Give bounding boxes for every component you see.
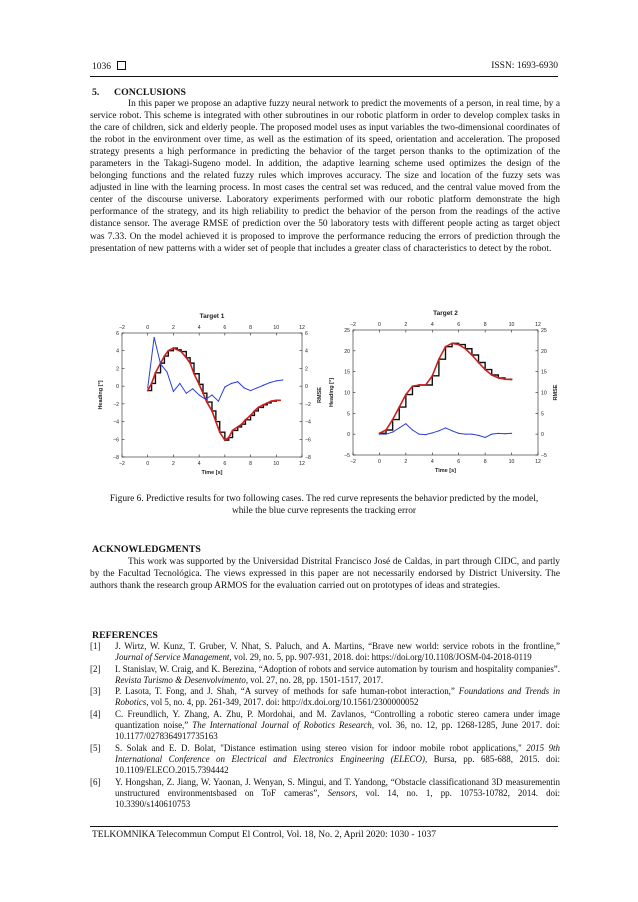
chart1-x-tick-label: −2 — [119, 461, 125, 467]
chart1-behavior-point — [224, 439, 226, 441]
chart2-y-tick-label: 15 — [344, 369, 350, 376]
reference-item: [6] Y. Hongshan, Z. Jiang, W. Yaonan, J. Wenyan, S. Mingui, and T. Yandong, “Obstacle classificationand 3D measurementin unstructured environmentsbased on ToF cameras”, Sensors, vol. 14, no. 1, pp. 10753-10782, 2014. doi: 10.3390/s140610753 — [90, 776, 560, 810]
chart1-error-point — [237, 381, 238, 382]
figure-caption: Figure 6. Predictive results for two following cases. The red curve represents the behavior predicted by the model, while the blue curve represents the tracking error — [109, 494, 539, 516]
chart1-error-point — [224, 386, 225, 387]
header-issn: ISSN: 1693-6930 — [491, 61, 558, 71]
chart1-x-tick-label: 4 — [197, 461, 201, 467]
chart2-error-point — [399, 427, 400, 428]
chart1-title: Target 1 — [199, 313, 225, 320]
chart1-y-tick-label: 0 — [116, 384, 119, 391]
chart1-error-point — [179, 383, 180, 384]
chart1-error-point — [250, 390, 251, 391]
chart2-y2-tick-label: 5 — [541, 411, 544, 418]
chart2-x-tick-label-top: 4 — [430, 322, 434, 328]
chart2-behavior-point — [438, 358, 440, 360]
chart2-error-point — [498, 433, 499, 434]
chart1-behavior-point — [257, 407, 259, 409]
figure-6-charts — [90, 305, 560, 490]
chart2-x-tick-label: 6 — [457, 459, 461, 465]
chart1-x-axis-label: Time [s] — [201, 470, 223, 476]
chart1-behavior-point — [232, 430, 234, 432]
chart2-error-point — [432, 432, 433, 433]
chart2-x-tick-label: 2 — [404, 459, 408, 465]
chart2-error-point — [485, 437, 486, 438]
chart1-error-point — [154, 337, 155, 338]
chart1-x-tick-label: 6 — [223, 461, 227, 467]
footer-journal: TELKOMNIKA Telecommun Comput El Control, Vol. 18, No. 2, April 2020: 1030 - 1037 — [92, 830, 436, 840]
chart2-error-point — [405, 423, 406, 424]
chart1-behavior-point — [211, 410, 213, 412]
chart2-x-tick-label: 4 — [430, 459, 434, 465]
chart2-error-point — [504, 433, 505, 434]
chart2-x-tick-label: 10 — [508, 459, 515, 465]
chart1-behavior-point — [202, 392, 204, 394]
chart1-x-tick-label: 10 — [273, 461, 280, 467]
chart1-error-point — [192, 388, 193, 389]
chart2-error-point — [465, 434, 466, 435]
chart2-behavior-point — [398, 406, 400, 408]
chart1-behavior-line — [148, 348, 280, 440]
chart2-x-tick-label: 12 — [535, 459, 541, 465]
chart2-behavior-point — [418, 384, 420, 386]
chart1-error-line — [148, 337, 283, 401]
chart2-x-tick-label-top: 6 — [457, 322, 461, 328]
footer-divider — [90, 826, 558, 827]
chart1-behavior-point — [180, 351, 182, 353]
chart2-behavior-point — [392, 419, 394, 421]
chart1-x-tick-label-top: 12 — [299, 325, 305, 331]
chart2-behavior-point — [497, 377, 499, 379]
chart2-y-axis-label: Heading [°] — [329, 377, 335, 408]
chart1-error-point — [269, 382, 270, 383]
chart2-x-tick-label-top: 12 — [535, 322, 541, 328]
chart1-behavior-point — [263, 404, 265, 406]
chart1-error-point — [147, 387, 148, 388]
reference-item: [4] C. Freundlich, Y. Zhang, A. Zhu, P. Mordohai, and M. Zavlanos, “Controlling a robotic stereo camera under image quantization noise,” The International Journal of Robotics Research, vol. 36, no. 12, pp. 1268-1285, June 2017. doi: 10.1177/0278364917735163 — [90, 708, 560, 742]
chart1-x-tick-label-top: 4 — [197, 325, 201, 331]
reference-item: [2] I. Stanislav, W. Craig, and K. Berezina, “Adoption of robots and service automation by tourism and hospitality companies”. Revista Turismo & Desenvolvimento, vol. 27, no. 28, pp. 1501-1517, 2017. — [90, 663, 560, 685]
chart1-behavior-point — [241, 423, 243, 425]
chart2-behavior-point — [405, 394, 407, 396]
chart1-behavior-point — [215, 421, 217, 423]
chart2-actual-line — [379, 343, 511, 433]
chart2-error-point — [392, 431, 393, 432]
chart2-x-axis-label: Time [s] — [435, 468, 456, 474]
chart2-error-point — [425, 434, 426, 435]
chart2-error-point — [379, 434, 380, 435]
chart1-error-point — [166, 371, 167, 372]
chart2-error-point — [438, 430, 439, 431]
reference-item: [3] P. Lasota, T. Fong, and J. Shah, “A survey of methods for safe human-robot interaction,” Foundations and Trends in Robotics, vol 5, no. 4, pp. 261-349, 2017. doi: http://dx.doi.org/10.1561/2300000052 — [90, 686, 560, 708]
reference-list — [90, 641, 560, 810]
chart2-error-point — [478, 435, 479, 436]
section-title-references: REFERENCES — [92, 630, 158, 641]
chart2-behavior-point — [451, 342, 453, 344]
chart1-behavior-point — [176, 349, 178, 351]
chart1-behavior-point — [228, 437, 230, 439]
conclusions-paragraph: In this paper we propose an adaptive fuzzy neural network to predict the movements of a person, in real time, by a service robot. This scheme is integrated with other subroutines in our robotic platform in order to develop complex tasks in the care of children, sick and elderly people. The proposed model uses as input variables the two-dimensional coordinates of the robot in the environment over time, as well as the estimation of its speed, orientation and acceleration. The proposed strategy presents a high performance in predicting the behavior of the target person thanks to the optimization of the parameters in the Takagi-Sugeno model. In addition, the adaptive learning scheme used optimizes the design of the belonging functions and the related fuzzy rules which improves accuracy. The size and location of the fuzzy sets was adjusted in line with the learning process. In most cases the central set was reduced, and the central value moved from the center of the discourse universe. Laboratory experiments performed with our robotic platform demonstrate the high performance of the strategy, and its high reliability to predict the behavior of the person from the readings of the active distance sensor. The average RMSE of prediction over the 50 laboratory tests with different people acting as target object was 7.33. On the model achieved it is proposed to improve the performance reducing the errors of prediction through the presentation of new patterns with a wider set of people that includes a greater class of characteristics to detect by the robot. — [90, 99, 560, 254]
chart2-y2-tick-label: 15 — [541, 369, 547, 376]
chart1-x-tick-label-top: 10 — [273, 325, 280, 331]
chart1-y-tick-label: −4 — [113, 419, 119, 426]
chart2-behavior-point — [504, 378, 506, 380]
chart1-y2-axis-label: RMSE — [317, 387, 323, 403]
chart1-x-tick-label: 8 — [249, 461, 253, 467]
chart1-x-tick-label-top: 8 — [249, 325, 253, 331]
chart2-x-tick-label-top: −2 — [350, 322, 356, 328]
chart1-y-tick-label: −2 — [113, 401, 119, 408]
chart2-error-point — [491, 434, 492, 435]
chart2-behavior-point — [445, 346, 447, 348]
chart2-error-line — [379, 424, 511, 438]
chart2-y2-axis-label: RMSE — [553, 384, 559, 401]
chart2-y-tick-label: 25 — [344, 328, 350, 334]
chart2-behavior-point — [458, 344, 460, 346]
chart2-x-tick-label-top: 10 — [508, 322, 515, 328]
chart2-behavior-point — [478, 362, 480, 364]
chart2-error-point — [445, 427, 446, 428]
chart2-y2-tick-label: 20 — [541, 348, 547, 355]
chart1-behavior-point — [245, 419, 247, 421]
chart1-behavior-point — [266, 402, 268, 404]
chart2-x-tick-label-top: 0 — [377, 322, 381, 328]
chart1-behavior-point — [219, 431, 221, 433]
chart2-error-point — [458, 433, 459, 434]
chart1-behavior-point — [250, 414, 252, 416]
chart2-behavior-point — [425, 384, 427, 386]
chart1-behavior-point — [254, 410, 256, 412]
header-page-number: 1036 — [92, 61, 126, 72]
chart1-y-axis-label: Heading [°] — [98, 380, 104, 410]
chart1-y2-tick-label: 6 — [305, 331, 308, 337]
chart1-y-tick-label: 2 — [116, 366, 119, 373]
chart2-y-tick-label: 10 — [344, 390, 350, 397]
chart2-y2-tick-label: 25 — [541, 328, 547, 334]
chart1-error-point — [160, 363, 161, 364]
chart2-y-tick-label: 0 — [347, 432, 350, 439]
chart1-y2-tick-label: 4 — [305, 348, 308, 355]
chart1-y-tick-label: −8 — [113, 455, 119, 461]
chart2-error-point — [418, 434, 419, 435]
chart1-y-tick-label: −6 — [113, 437, 119, 444]
chart1-behavior-point — [198, 383, 200, 385]
chart1-x-tick-label: 12 — [299, 461, 305, 467]
chart2-x-tick-label: −2 — [350, 459, 356, 465]
chart1-behavior-point — [193, 373, 195, 375]
chart1-behavior-point — [185, 357, 187, 359]
chart1-y2-tick-label: 2 — [305, 366, 308, 373]
chart2-x-tick-label: 0 — [377, 459, 381, 465]
chart2-behavior-point — [471, 354, 473, 356]
chart1-y-tick-label: 4 — [116, 348, 119, 355]
chart2-y-tick-label: 20 — [344, 348, 350, 355]
chart2-behavior-point — [464, 348, 466, 350]
chart1-behavior-point — [237, 426, 239, 428]
chart1-behavior-point — [206, 401, 208, 403]
chart2-error-point — [452, 430, 453, 431]
chart1-x-tick-label-top: 6 — [223, 325, 227, 331]
chart2-behavior-point — [385, 429, 387, 431]
chart2-error-point — [385, 434, 386, 435]
chart1-behavior-point — [167, 350, 169, 352]
chart1-behavior-point — [164, 355, 166, 357]
chart1-error-point — [199, 394, 200, 395]
chart2-y2-tick-label: 0 — [541, 432, 544, 439]
chart1-behavior-point — [147, 390, 149, 392]
chart1-error-point — [205, 399, 206, 400]
chart1-x-tick-label-top: 0 — [146, 325, 150, 331]
chart2-y-tick-label: −5 — [344, 453, 350, 459]
square-icon — [117, 61, 126, 70]
chart1-behavior-point — [270, 400, 272, 402]
chart1-error-point — [256, 387, 257, 388]
chart1-actual-line — [148, 348, 280, 440]
chart1-error-point — [186, 393, 187, 394]
chart1-error-point — [231, 383, 232, 384]
chart1-error-point — [244, 387, 245, 388]
chart2-y-tick-label: 5 — [347, 411, 350, 418]
chart1-y2-tick-label: −4 — [305, 419, 311, 426]
chart1-y2-tick-label: −6 — [305, 437, 311, 444]
chart1-behavior-point — [279, 399, 281, 401]
header-divider — [90, 76, 558, 77]
chart1-behavior-point — [151, 383, 153, 385]
chart1-error-point — [276, 380, 277, 381]
chart1-error-point — [173, 391, 174, 392]
chart2-behavior-point — [412, 385, 414, 387]
chart1-y2-tick-label: −8 — [305, 455, 311, 461]
chart1-error-point — [282, 379, 283, 380]
chart2-behavior-point — [511, 379, 513, 381]
section-title-acknowledgments: ACKNOWLEDGMENTS — [92, 544, 201, 555]
chart2-behavior-point — [431, 375, 433, 377]
figure-6 — [90, 305, 560, 490]
chart2-title: Target 2 — [433, 310, 458, 317]
chart1-error-point — [211, 394, 212, 395]
chart2-y2-tick-label: −5 — [541, 453, 547, 459]
chart1-behavior-point — [189, 362, 191, 364]
chart2-behavior-point — [491, 374, 493, 376]
chart1-error-point — [218, 401, 219, 402]
chart2-error-point — [511, 433, 512, 434]
chart1-behavior-point — [173, 347, 175, 349]
chart1-behavior-point — [275, 399, 277, 401]
chart2-error-point — [471, 434, 472, 435]
chart1-x-tick-label-top: −2 — [119, 325, 125, 331]
chart2-x-tick-label: 8 — [483, 459, 487, 465]
chart1-behavior-point — [155, 372, 157, 374]
chart1-y2-tick-label: 0 — [305, 384, 308, 391]
chart1-error-point — [263, 385, 264, 386]
chart1-y2-tick-label: −2 — [305, 401, 311, 408]
reference-item: [1] J. Wirtz, W. Kunz, T. Gruber, V. Nhat, S. Paluch, and A. Martins, “Brave new world: service robots in the frontline,” Journal of Service Management, vol. 29, no. 5, pp. 907-931, 2018. doi: https://doi.org/10.1108/JOSM-04-2018-0119 — [90, 641, 560, 663]
chart2-x-tick-label-top: 2 — [404, 322, 408, 328]
chart2-error-point — [412, 429, 413, 430]
acknowledgments-paragraph: This work was supported by the Universidad Distrital Francisco José de Caldas, in part through CIDC, and partly by the Facultad Tecnológica. The views expressed in this paper are not necessarily endorsed by District University. The authors thank the research group ARMOS for the evaluation carried out on prototypes of ideas and strategies. — [90, 557, 560, 592]
chart2-x-tick-label-top: 8 — [483, 322, 487, 328]
chart2-behavior-point — [484, 369, 486, 371]
chart1-y-tick-label: 6 — [116, 331, 119, 337]
reference-item: [5] S. Solak and E. D. Bolat, "Distance estimation using stereo vision for indoor mobile robot applications," 2015 9th International Conference on Electrical and Electronics Engineering (ELECO), Bursa, pp. 685-688, 2015. doi: 10.1109/ELECO.2015.7394442 — [90, 742, 561, 776]
chart1-x-tick-label: 0 — [146, 461, 150, 467]
chart1-x-tick-label: 2 — [171, 461, 175, 467]
chart1-x-tick-label-top: 2 — [171, 325, 175, 331]
section-title-conclusions: 5. CONCLUSIONS — [92, 87, 186, 98]
chart2-y2-tick-label: 10 — [541, 390, 547, 397]
